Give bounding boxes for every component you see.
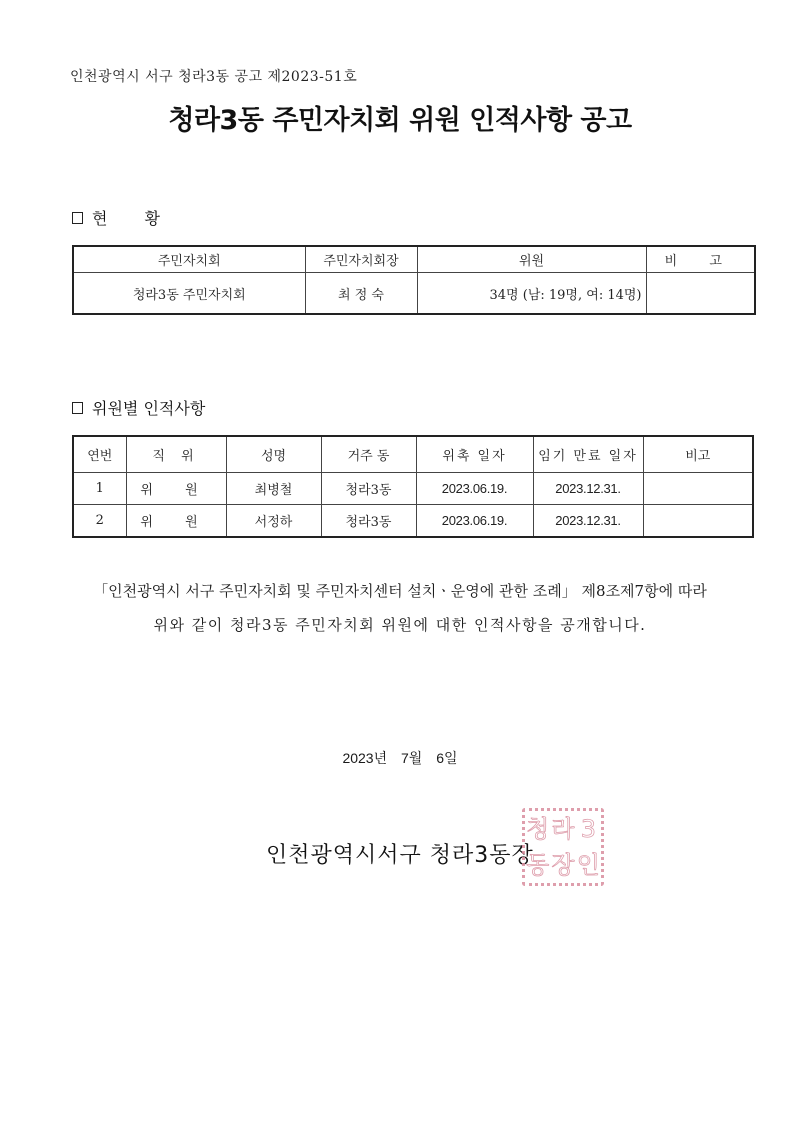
index-cell: 2	[73, 505, 126, 538]
council-name-cell: 청라3동 주민자치회	[73, 273, 305, 315]
status-table	[72, 245, 756, 315]
header-cell: 주민자치회장	[305, 246, 417, 273]
appointment-date-cell: 2023.06.19.	[416, 505, 533, 538]
document-title: 청라3동 주민자치회 위원 인적사항 공고	[168, 105, 632, 136]
district-cell: 청라3동	[321, 473, 416, 505]
stamp-char: 청	[526, 815, 550, 843]
checkbox-square-icon	[72, 212, 83, 224]
index-cell: 1	[73, 473, 126, 505]
section-status-heading	[72, 206, 176, 229]
header-cell: 임기 만료 일자	[533, 436, 643, 473]
disclosure-statement: 위와 같이 청라3동 주민자치회 위원에 대한 인적사항을 공개합니다.	[153, 616, 647, 634]
position-cell: 위 원	[126, 505, 226, 538]
table-row	[73, 473, 753, 505]
header-cell: 위원	[417, 246, 646, 273]
header-cell: 주민자치회	[73, 246, 305, 273]
stamp-char: 3	[580, 815, 596, 843]
checkbox-square-icon	[72, 402, 83, 414]
stamp-char: 인	[576, 851, 600, 879]
name-cell: 서정하	[226, 505, 321, 538]
header-cell: 성명	[226, 436, 321, 473]
section-members-heading	[72, 396, 205, 419]
header-cell: 비고	[643, 436, 753, 473]
name-cell: 최병철	[226, 473, 321, 505]
section-members-label: 위원별 인적사항	[92, 399, 206, 418]
members-table	[72, 435, 754, 538]
position-cell: 위 원	[126, 473, 226, 505]
header-cell: 위촉 일자	[416, 436, 533, 473]
table-header-row	[73, 246, 755, 273]
issuer-signature: 인천광역시서구 청라3동장	[266, 843, 534, 868]
notice-number: 인천광역시 서구 청라3동 공고 제2023-51호	[70, 69, 358, 85]
stamp-char: 동	[526, 851, 550, 879]
remarks-cell	[643, 505, 753, 538]
member-count-cell: 34명 (남: 19명, 여: 14명)	[417, 273, 646, 315]
section-status-label: 현 황	[92, 209, 176, 228]
table-header-row	[73, 436, 753, 473]
appointment-date-cell: 2023.06.19.	[416, 473, 533, 505]
table-row	[73, 505, 753, 538]
header-cell: 거주 동	[321, 436, 416, 473]
term-end-date-cell: 2023.12.31.	[533, 473, 643, 505]
legal-basis-text: 「인천광역시 서구 주민자치회 및 주민자치센터 설치ㆍ운영에 관한 조례」 제8조제7항에 따라	[93, 582, 707, 600]
header-cell: 비 고	[646, 246, 755, 273]
term-end-date-cell: 2023.12.31.	[533, 505, 643, 538]
stamp-char: 라	[551, 815, 575, 843]
header-cell: 직 위	[126, 436, 226, 473]
header-cell: 연번	[73, 436, 126, 473]
remarks-cell	[646, 273, 755, 315]
issue-date: 2023년 7월 6일	[342, 750, 458, 766]
table-row	[73, 273, 755, 315]
district-cell: 청라3동	[321, 505, 416, 538]
remarks-cell	[643, 473, 753, 505]
stamp-char: 장	[551, 851, 575, 879]
chair-name-cell: 최 정 숙	[305, 273, 417, 315]
official-seal-stamp	[522, 808, 604, 886]
